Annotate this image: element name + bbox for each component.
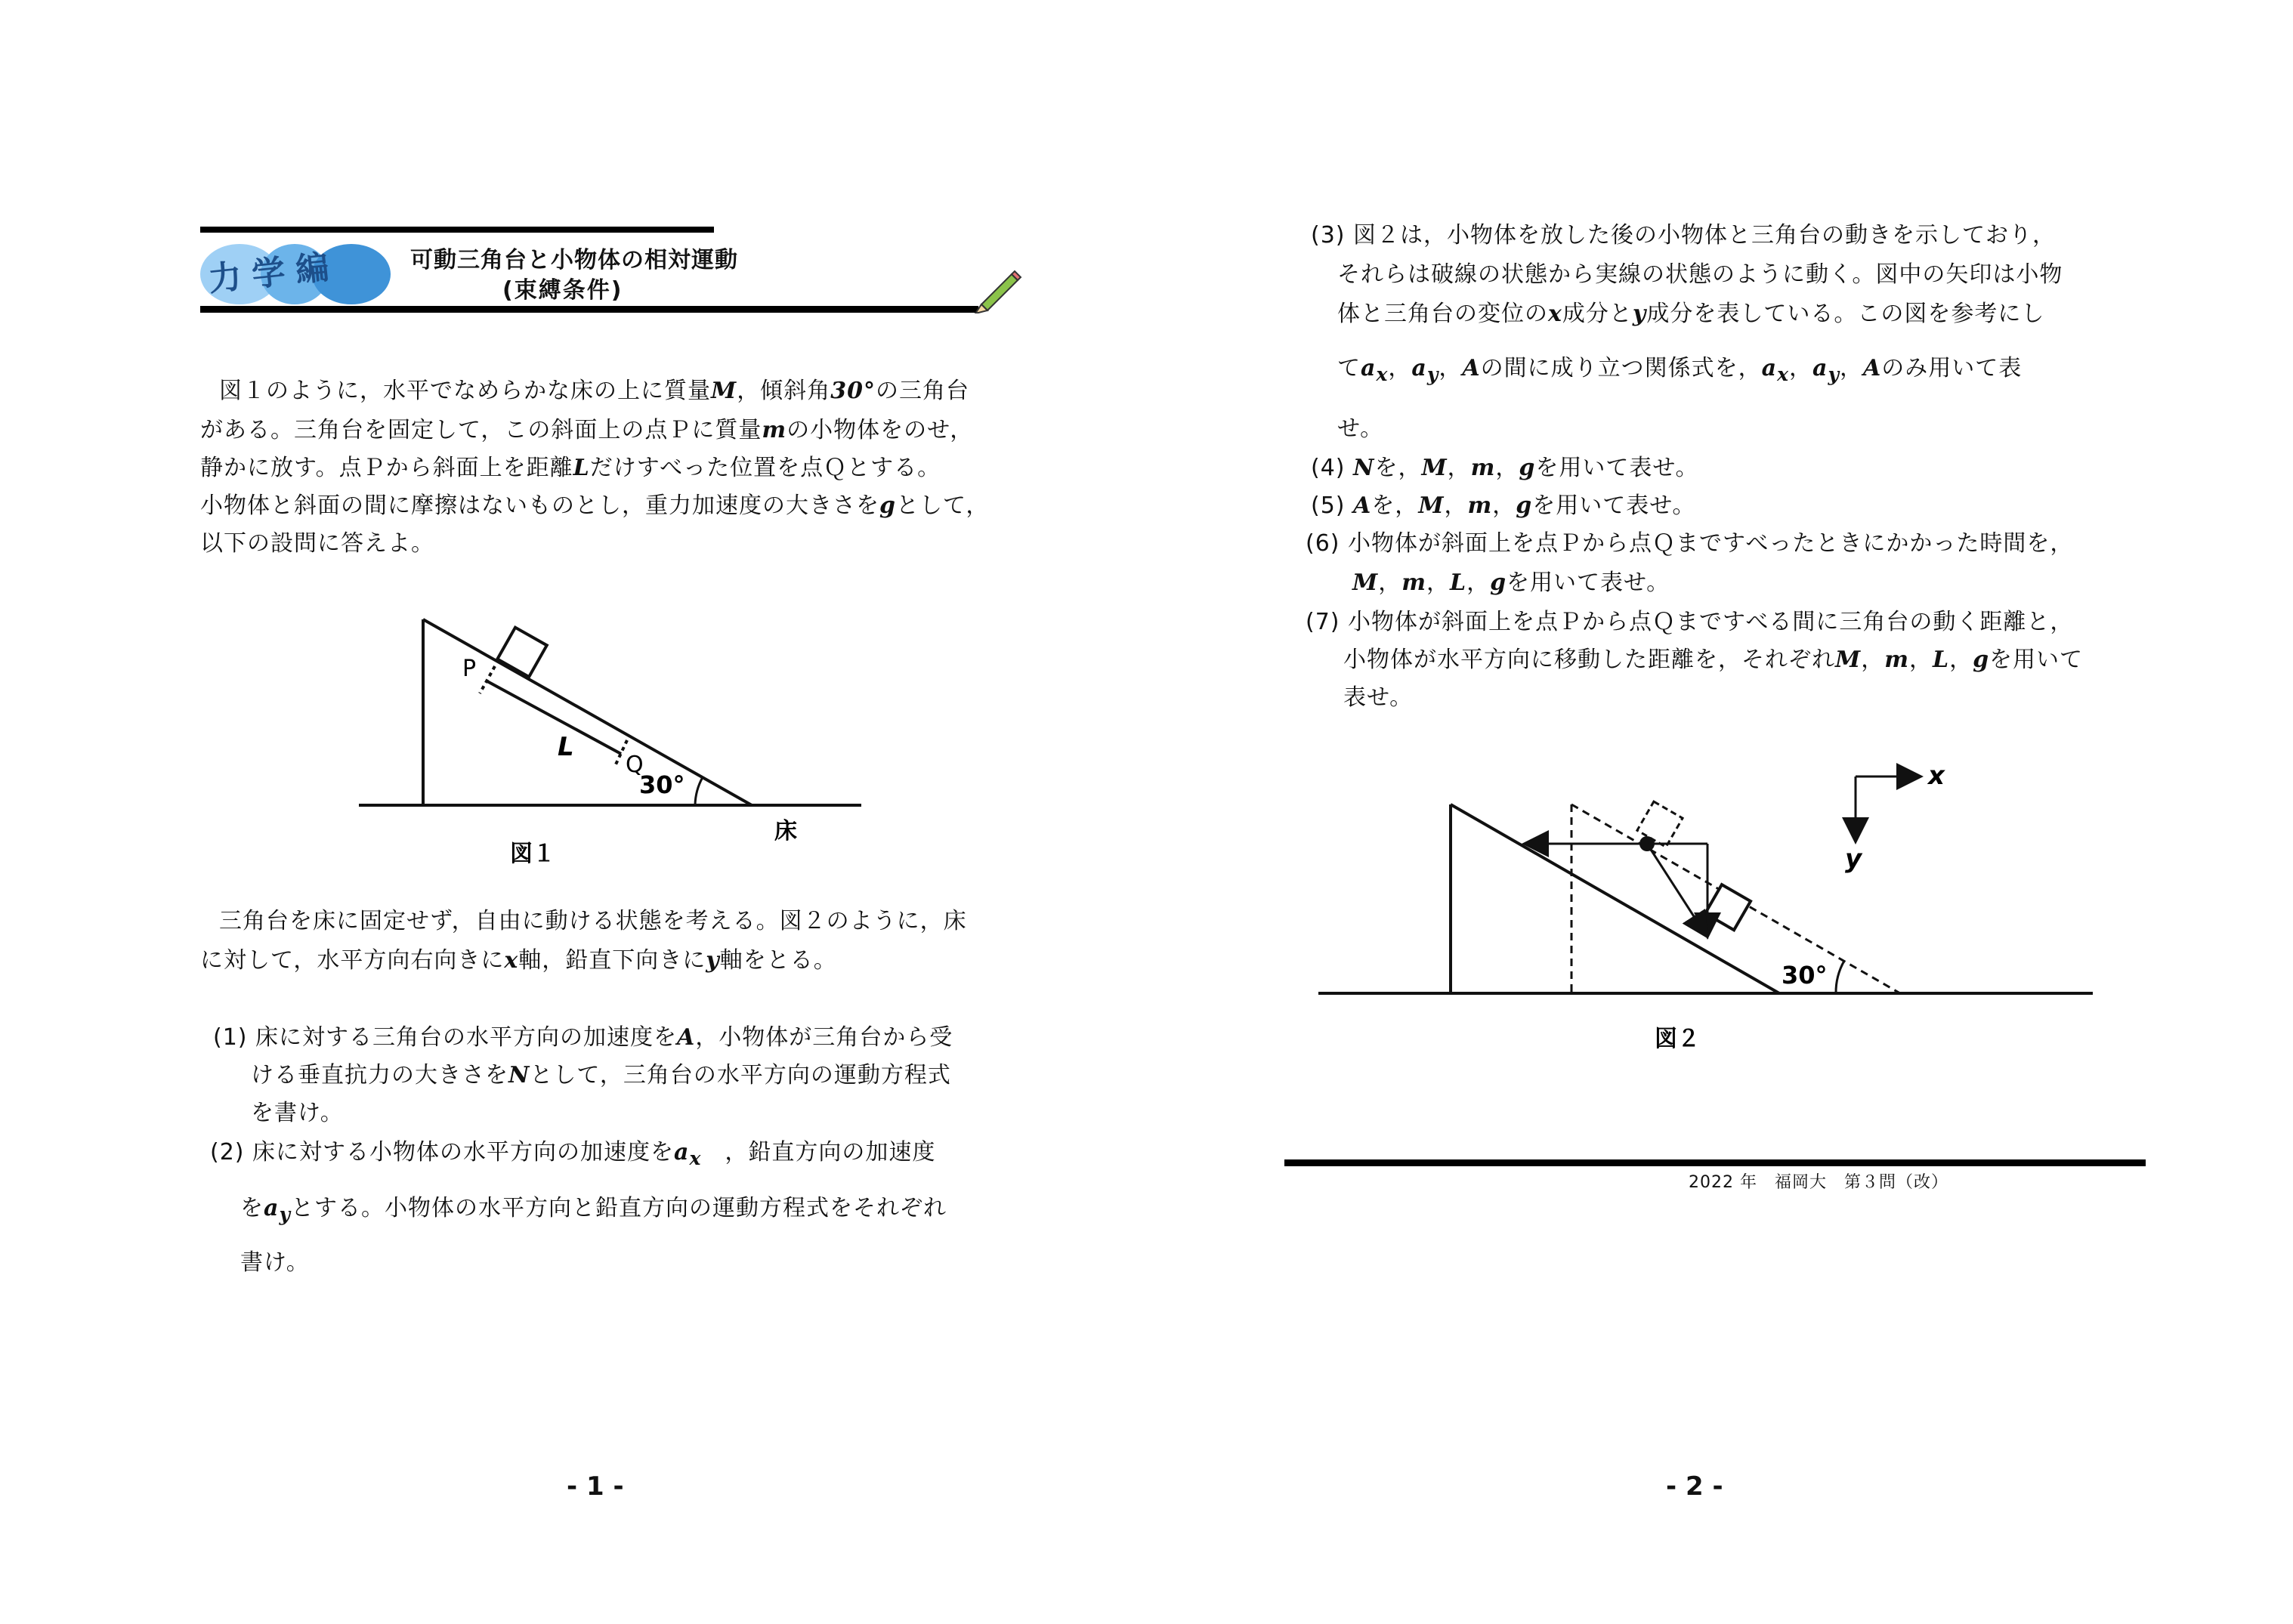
para2-line-1: 三角台を床に固定せず，自由に動ける状態を考える。図２のように，床 (219, 908, 967, 934)
q4-line: (4) Nを，M，m，gを用いて表せ。 (1311, 455, 1699, 481)
page-subtitle: (束縛条件) (502, 277, 623, 304)
axis-y-label: y (1845, 844, 1862, 874)
page-number-1: - 1 - (567, 1471, 624, 1502)
intro-line-1: 図１のように，水平でなめらかな床の上に質量M，傾斜角30°の三角台 (219, 378, 969, 404)
q2-line-3: 書け。 (240, 1249, 310, 1276)
axis-x-label: x (1928, 763, 1945, 791)
intro-line-4: 小物体と斜面の間に摩擦はないものとし，重力加速度の大きさをgとして， (200, 492, 990, 519)
q3-line-2: それらは破線の状態から実線の状態のように動く。図中の矢印は小物 (1337, 261, 2063, 288)
q2-line-1: (2) 床に対する小物体の水平方向の加速度を$a_x$ ，鉛直方向の加速度 (210, 1139, 936, 1169)
page-number-2: - 2 - (1666, 1471, 1723, 1502)
angle-label-2: 30° (1782, 961, 1828, 990)
intro-line-5: 以下の設問に答えよ。 (200, 530, 434, 557)
figure-2 (1307, 763, 2108, 1080)
q1-line-3: を書け。 (251, 1100, 344, 1126)
label-P: P (462, 656, 477, 682)
q1-line-1: (1) 床に対する三角台の水平方向の加速度をA，小物体が三角台から受 (213, 1024, 953, 1051)
angle-label-1: 30° (639, 770, 685, 799)
q7-line-2: 小物体が水平方向に移動した距離を，それぞれM，m，L，gを用いて (1343, 647, 2084, 673)
q3-line-1: (3) 図２は，小物体を放した後の小物体と三角台の動きを示しており， (1311, 222, 2057, 249)
q7-line-1: (7) 小物体が斜面上を点Ｐから点Ｑまですべる間に三角台の動く距離と， (1306, 609, 2074, 635)
header-banner (200, 223, 1031, 321)
q6-line-1: (6) 小物体が斜面上を点Ｐから点Ｑまですべったときにかかった時間を， (1306, 530, 2074, 557)
label-Q: Q (626, 752, 644, 778)
page2-bottom-rule (1284, 1159, 2146, 1166)
q7-line-3: 表せ。 (1343, 684, 1414, 711)
source-citation: 2022 年 福岡大 第３問（改） (1689, 1173, 1948, 1192)
figure-1-caption: 図１ (510, 841, 555, 867)
page-title: 可動三角台と小物体の相対運動 (410, 247, 738, 273)
header-top-rule (200, 227, 714, 233)
q3-line-5: せ。 (1337, 415, 1384, 442)
label-L: L (558, 732, 574, 762)
figure-2-caption: 図２ (1655, 1026, 1700, 1052)
q5-line: (5) Aを，M，m，gを用いて表せ。 (1311, 492, 1696, 519)
q3-line-4: て$a_x$，$a_y$，Aの間に成り立つ関係式を，$a_x$，$a_y$，Aのみ用いて表 (1337, 355, 2023, 385)
q1-line-2: ける垂直抗力の大きさをNとして，三角台の水平方向の運動方程式 (251, 1062, 951, 1088)
q3-line-3: 体と三角台の変位のx成分とy成分を表している。この図を参考にし (1337, 301, 2045, 327)
category-badge-text: 力学編 (206, 247, 341, 299)
intro-line-3: 静かに放す。点Ｐから斜面上を距離Lだけすべった位置を点Ｑとする。 (200, 455, 941, 481)
intro-line-2: がある。三角台を固定して，この斜面上の点Ｐに質量mの小物体をのせ， (200, 417, 974, 443)
q6-line-2: M，m，L，gを用いて表せ。 (1352, 570, 1670, 596)
pencil-icon (971, 261, 1024, 313)
para2-line-2: に対して，水平方向右向きにx軸，鉛直下向きにy軸をとる。 (200, 947, 837, 974)
q2-line-2: を$a_y$とする。小物体の水平方向と鉛直方向の運動方程式をそれぞれ (240, 1195, 947, 1225)
floor-label: 床 (774, 818, 797, 844)
figure-1 (355, 604, 884, 891)
